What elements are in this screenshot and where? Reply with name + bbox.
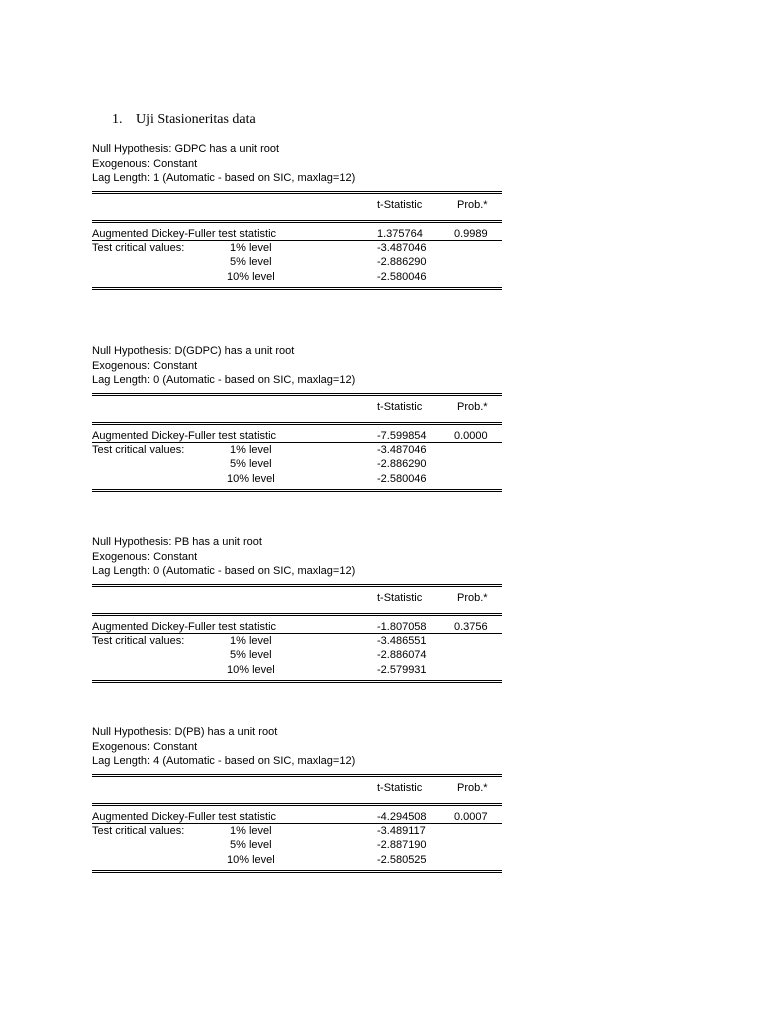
level-5pct-value: -2.886290 xyxy=(377,255,427,268)
adf-statistic: -7.599854 xyxy=(377,429,427,442)
critical-values-label: Test critical values: xyxy=(92,824,185,837)
level-5pct-label: 5% level xyxy=(230,255,272,268)
top-double-rule-a xyxy=(92,774,502,775)
bottom-double-rule-a xyxy=(92,489,502,490)
header-rule-b xyxy=(92,805,502,806)
bottom-double-rule-b xyxy=(92,491,502,492)
adf-label: Augmented Dickey-Fuller test statistic xyxy=(92,227,277,240)
level-10pct-value: -2.580046 xyxy=(377,472,427,485)
level-10pct-value: -2.580046 xyxy=(377,270,427,283)
exogenous: Exogenous: Constant xyxy=(92,550,198,563)
adf-label: Augmented Dickey-Fuller test statistic xyxy=(92,429,277,442)
col-header-t-statistic: t-Statistic xyxy=(377,591,423,604)
adf-prob: 0.0000 xyxy=(454,429,488,442)
col-header-t-statistic: t-Statistic xyxy=(377,781,423,794)
top-double-rule-a xyxy=(92,393,502,394)
critical-values-label: Test critical values: xyxy=(92,443,185,456)
critical-values-label: Test critical values: xyxy=(92,634,185,647)
level-1pct-label: 1% level xyxy=(230,241,272,254)
header-rule-b xyxy=(92,222,502,223)
lag-length: Lag Length: 0 (Automatic - based on SIC, maxlag=12) xyxy=(92,565,356,577)
adf-test-block-d-gdpc xyxy=(92,344,502,496)
col-header-prob: Prob.* xyxy=(457,781,488,794)
level-5pct-value: -2.887190 xyxy=(377,838,427,851)
adf-label: Augmented Dickey-Fuller test statistic xyxy=(92,620,277,633)
level-5pct-label: 5% level xyxy=(230,838,272,851)
bottom-double-rule-b xyxy=(92,289,502,290)
top-double-rule-b xyxy=(92,776,502,777)
level-1pct-value: -3.486551 xyxy=(377,634,427,647)
col-header-prob: Prob.* xyxy=(457,198,488,211)
header-rule-a xyxy=(92,422,502,423)
null-hypothesis: Null Hypothesis: GDPC has a unit root xyxy=(92,143,280,155)
level-5pct-label: 5% level xyxy=(230,457,272,470)
level-10pct-value: -2.580525 xyxy=(377,853,427,866)
bottom-double-rule-a xyxy=(92,680,502,681)
adf-results-table xyxy=(92,579,502,687)
level-1pct-label: 1% level xyxy=(230,634,272,647)
bottom-double-rule-a xyxy=(92,287,502,288)
top-double-rule-a xyxy=(92,191,502,192)
adf-test-block-pb xyxy=(92,535,502,687)
level-5pct-value: -2.886074 xyxy=(377,648,427,661)
header-rule-a xyxy=(92,803,502,804)
level-1pct-label: 1% level xyxy=(230,443,272,456)
top-double-rule-b xyxy=(92,395,502,396)
header-rule-b xyxy=(92,424,502,425)
adf-results-table xyxy=(92,769,502,877)
adf-prob: 0.3756 xyxy=(454,620,488,633)
top-double-rule-b xyxy=(92,193,502,194)
section-heading xyxy=(112,111,256,129)
level-10pct-label: 10% level xyxy=(227,472,275,485)
level-10pct-label: 10% level xyxy=(227,270,275,283)
exogenous: Exogenous: Constant xyxy=(92,157,198,170)
adf-statistic: -4.294508 xyxy=(377,810,427,823)
critical-values-label: Test critical values: xyxy=(92,241,185,254)
adf-statistic: 1.375764 xyxy=(377,227,423,240)
lag-length: Lag Length: 1 (Automatic - based on SIC, maxlag=12) xyxy=(92,172,356,184)
adf-results-table xyxy=(92,388,502,496)
exogenous: Exogenous: Constant xyxy=(92,740,198,753)
level-5pct-label: 5% level xyxy=(230,648,272,661)
top-double-rule-b xyxy=(92,586,502,587)
col-header-prob: Prob.* xyxy=(457,591,488,604)
adf-results-table xyxy=(92,186,502,294)
null-hypothesis: Null Hypothesis: PB has a unit root xyxy=(92,536,262,548)
adf-statistic: -1.807058 xyxy=(377,620,427,633)
top-double-rule-a xyxy=(92,584,502,585)
level-10pct-value: -2.579931 xyxy=(377,663,427,676)
col-header-t-statistic: t-Statistic xyxy=(377,198,423,211)
adf-test-block-d-pb xyxy=(92,725,502,877)
level-5pct-value: -2.886290 xyxy=(377,457,427,470)
level-1pct-label: 1% level xyxy=(230,824,272,837)
bottom-double-rule-a xyxy=(92,870,502,871)
lag-length: Lag Length: 4 (Automatic - based on SIC, maxlag=12) xyxy=(92,755,356,767)
null-hypothesis: Null Hypothesis: D(PB) has a unit root xyxy=(92,726,278,738)
lag-length: Lag Length: 0 (Automatic - based on SIC, maxlag=12) xyxy=(92,374,356,386)
level-10pct-label: 10% level xyxy=(227,853,275,866)
adf-prob: 0.9989 xyxy=(454,227,488,240)
section-number: 1. xyxy=(112,112,123,127)
level-1pct-value: -3.489117 xyxy=(377,824,426,837)
section-title: Uji Stasioneritas data xyxy=(136,112,256,127)
adf-label: Augmented Dickey-Fuller test statistic xyxy=(92,810,277,823)
bottom-double-rule-b xyxy=(92,872,502,873)
level-1pct-value: -3.487046 xyxy=(377,241,427,254)
header-rule-a xyxy=(92,613,502,614)
exogenous: Exogenous: Constant xyxy=(92,359,198,372)
bottom-double-rule-b xyxy=(92,682,502,683)
col-header-t-statistic: t-Statistic xyxy=(377,400,423,413)
adf-prob: 0.0007 xyxy=(454,810,488,823)
null-hypothesis: Null Hypothesis: D(GDPC) has a unit root xyxy=(92,345,295,357)
col-header-prob: Prob.* xyxy=(457,400,488,413)
level-10pct-label: 10% level xyxy=(227,663,275,676)
header-rule-b xyxy=(92,615,502,616)
header-rule-a xyxy=(92,220,502,221)
level-1pct-value: -3.487046 xyxy=(377,443,427,456)
adf-test-block-gdpc xyxy=(92,142,502,294)
